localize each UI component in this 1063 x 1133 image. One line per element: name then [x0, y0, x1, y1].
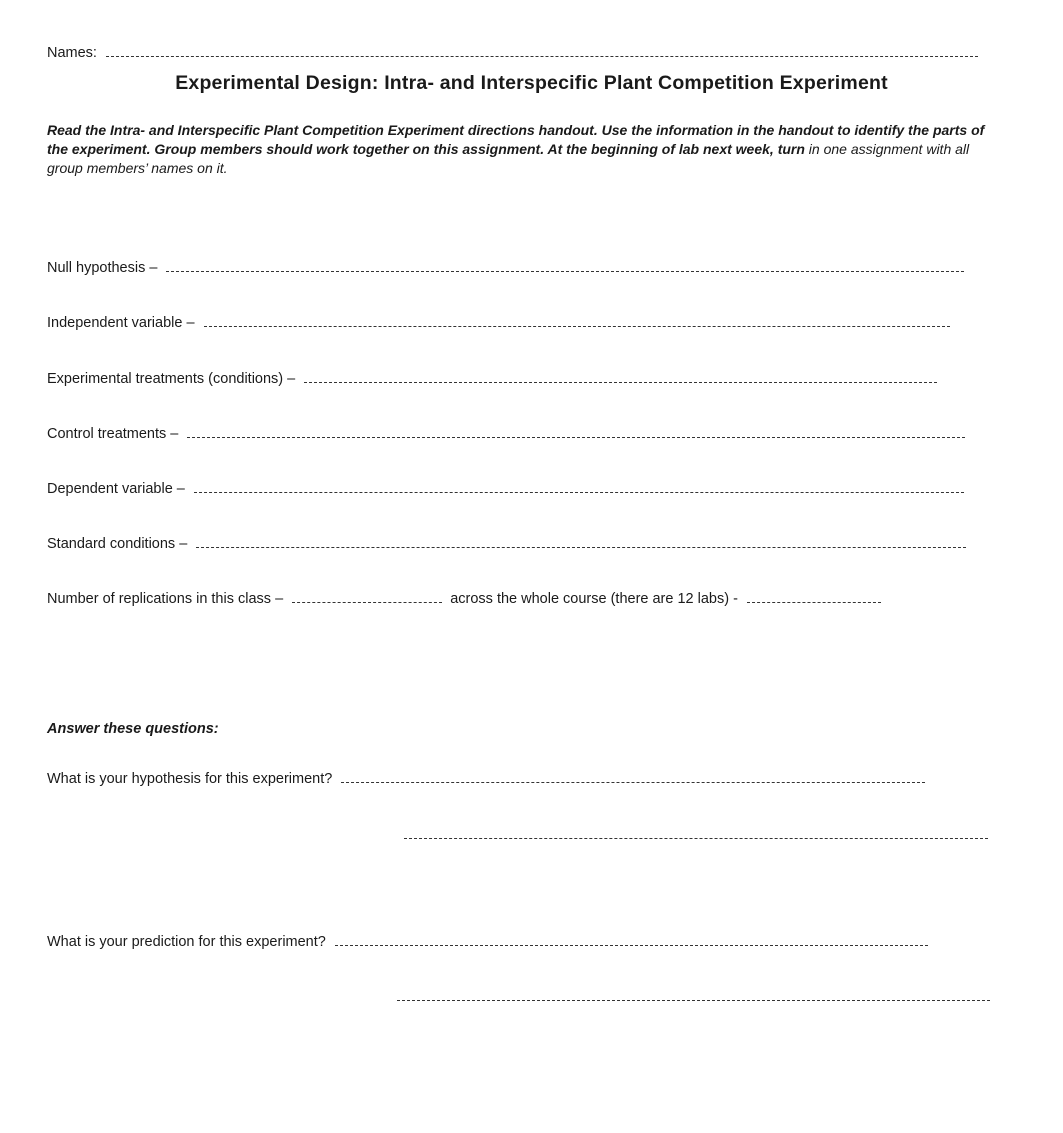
names-blank[interactable] — [106, 44, 978, 57]
prediction-answer-blank-2[interactable] — [397, 988, 990, 1001]
dependent-variable-label: Dependent variable – — [47, 481, 185, 497]
experimental-treatments-blank[interactable] — [304, 370, 937, 383]
prediction-answer-row-2 — [397, 988, 990, 1006]
names-row — [47, 44, 978, 62]
instructions-bold-text: Read the Intra- and Interspecific Plant Competition Experiment directions handout. Use the information in the handout to identify the parts of the experiment. Group members should work together on this assignment. At the beginning of lab next week, turn — [47, 122, 985, 157]
control-treatments-label: Control treatments – — [47, 426, 179, 442]
prediction-question-row — [47, 933, 928, 951]
replications-course-label: across the whole course (there are 12 labs) - — [450, 591, 738, 607]
names-label: Names: — [47, 45, 97, 61]
control-treatments-row — [47, 425, 965, 443]
experimental-treatments-row — [47, 370, 937, 388]
dependent-variable-blank[interactable] — [194, 480, 964, 493]
hypothesis-answer-blank-2[interactable] — [404, 826, 988, 839]
questions-heading: Answer these questions: — [47, 721, 219, 737]
prediction-question-label: What is your prediction for this experiment? — [47, 934, 326, 950]
instructions-paragraph — [47, 121, 1007, 178]
independent-variable-blank[interactable] — [204, 314, 950, 327]
null-hypothesis-label: Null hypothesis – — [47, 260, 158, 276]
prediction-answer-blank-1[interactable] — [335, 933, 928, 946]
hypothesis-question-label: What is your hypothesis for this experiment? — [47, 771, 333, 787]
null-hypothesis-row — [47, 259, 964, 277]
dependent-variable-row — [47, 480, 964, 498]
hypothesis-answer-row-2 — [404, 826, 988, 844]
standard-conditions-blank[interactable] — [196, 535, 966, 548]
standard-conditions-row — [47, 535, 966, 553]
experimental-treatments-label: Experimental treatments (conditions) – — [47, 371, 296, 387]
control-treatments-blank[interactable] — [187, 425, 965, 438]
independent-variable-row — [47, 314, 950, 332]
replications-class-label: Number of replications in this class – — [47, 591, 284, 607]
hypothesis-answer-blank-1[interactable] — [341, 770, 925, 783]
hypothesis-question-row — [47, 770, 925, 788]
page-title: Experimental Design: Intra- and Interspecific Plant Competition Experiment — [175, 72, 888, 94]
standard-conditions-label: Standard conditions – — [47, 536, 188, 552]
replications-row — [47, 590, 881, 608]
replications-course-blank[interactable] — [747, 590, 881, 603]
instructions-plain-text: in one assignment with all group members’ names on it. — [47, 141, 970, 176]
null-hypothesis-blank[interactable] — [166, 259, 964, 272]
independent-variable-label: Independent variable – — [47, 315, 195, 331]
replications-class-blank[interactable] — [292, 590, 442, 603]
